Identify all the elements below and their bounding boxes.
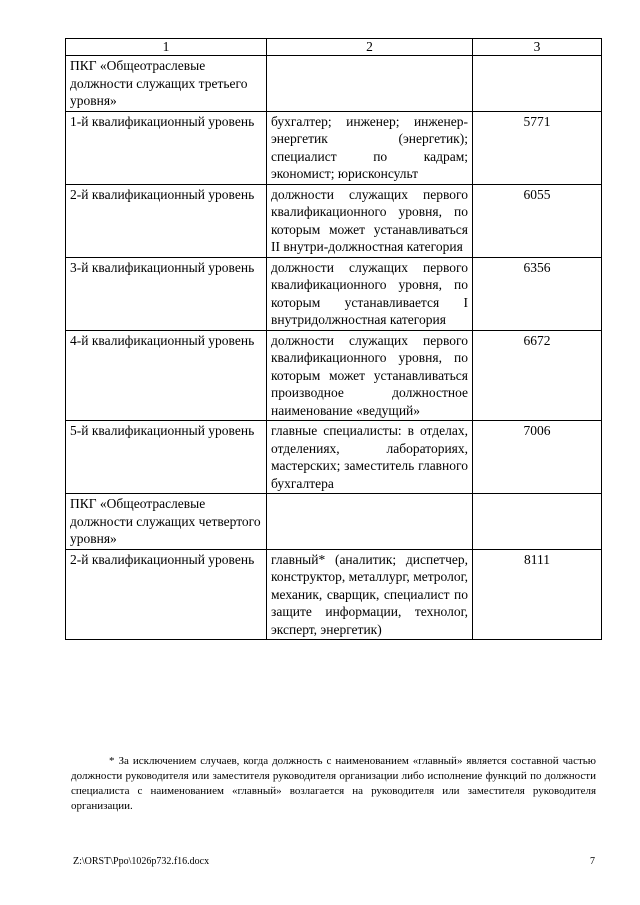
group-cell: 4-й квалификационный уровень [66,330,267,421]
footnote [71,754,596,814]
salary-table [65,38,602,640]
group-cell: ПКГ «Общеотраслевые должности служащих третьего уровня» [66,56,267,112]
salary-cell: 7006 [473,421,602,494]
footnote-text: * За исключением случаев, когда должность с наименованием «главный» является составной частью должности руководителя или заместителя руководителя организации либо исполнение функций по должности специалиста с наименованием «главный» возлагается на руководителя или заместителя руководителя организации. [71,755,596,812]
positions-cell: главный* (аналитик; диспетчер, конструктор, металлург, метролог, механик, сварщик, специалист по защите информации, технолог, эксперт, энергетик) [267,549,473,640]
group-cell: 1-й квалификационный уровень [66,111,267,184]
positions-cell: должности служащих первого квалификационного уровня, по которым может устанавливаться производное должностное наименование «ведущий» [267,330,473,421]
column-header: 1 [66,39,267,56]
table-row [66,56,602,112]
salary-cell [473,56,602,112]
column-header: 3 [473,39,602,56]
positions-cell [267,56,473,112]
table-header-row [66,39,602,56]
table-row [66,184,602,257]
salary-cell [473,494,602,550]
table-row [66,421,602,494]
salary-cell: 6356 [473,257,602,330]
table-row [66,330,602,421]
group-cell: 3-й квалификационный уровень [66,257,267,330]
group-cell: ПКГ «Общеотраслевые должности служащих четвертого уровня» [66,494,267,550]
salary-cell: 8111 [473,549,602,640]
positions-cell: бухгалтер; инженер; инженер-энергетик (энергетик); специалист по кадрам; экономист; юрисконсульт [267,111,473,184]
salary-cell: 6055 [473,184,602,257]
salary-cell: 5771 [473,111,602,184]
group-cell: 2-й квалификационный уровень [66,549,267,640]
positions-cell: должности служащих первого квалификационного уровня, по которым устанавливается I внутридолжностная категория [267,257,473,330]
table-row [66,494,602,550]
file-path: Z:\ORST\Ppo\1026p732.f16.docx [73,856,210,867]
positions-cell: должности служащих первого квалификационного уровня, по которым может устанавливаться II внутри-должностная категория [267,184,473,257]
positions-cell [267,494,473,550]
salary-cell: 6672 [473,330,602,421]
group-cell: 5-й квалификационный уровень [66,421,267,494]
page-number: 7 [590,856,595,867]
table-row [66,257,602,330]
column-header: 2 [267,39,473,56]
positions-cell: главные специалисты: в отделах, отделениях, лабораториях, мастерских; заместитель главного бухгалтера [267,421,473,494]
group-cell: 2-й квалификационный уровень [66,184,267,257]
table-row [66,549,602,640]
table-row [66,111,602,184]
